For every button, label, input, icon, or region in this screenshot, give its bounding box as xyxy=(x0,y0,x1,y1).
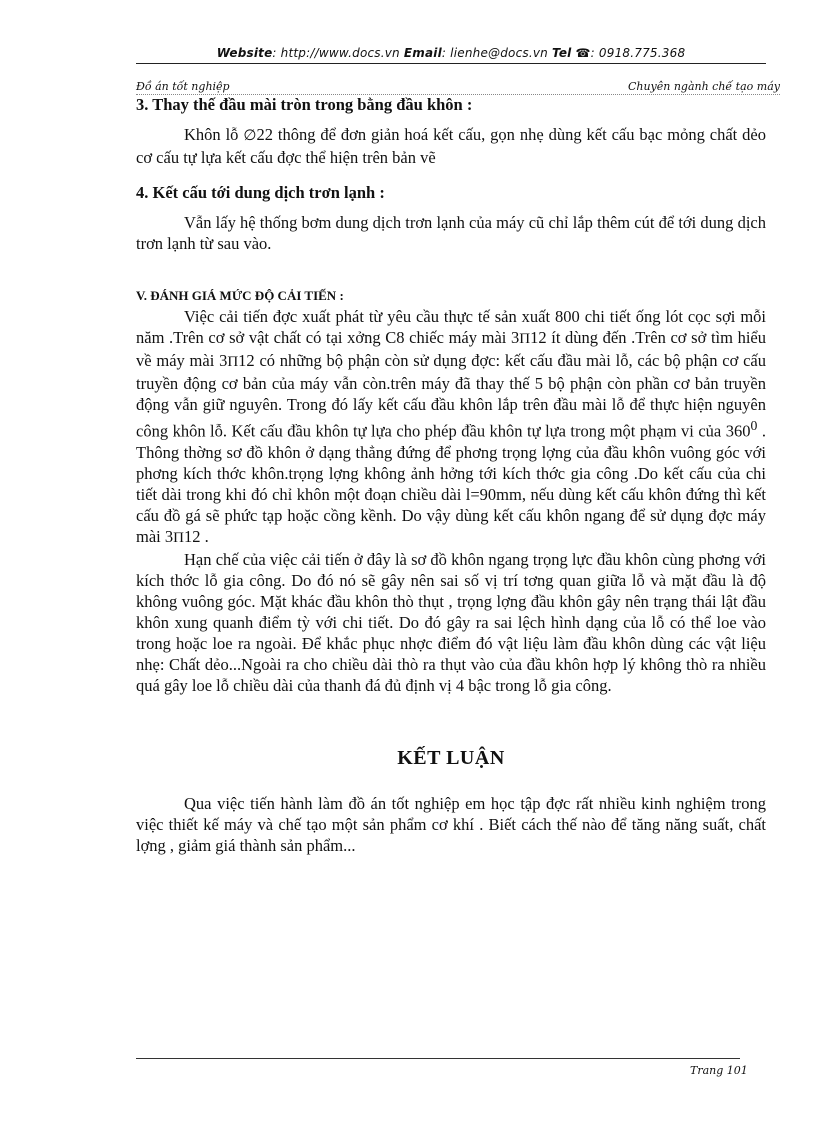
page-number: Trang 101 xyxy=(690,1064,748,1077)
section-5-paragraph-1: Việc cải tiến đợc xuất phát từ yêu cầu thực tế sản xuất 800 chi tiết ống lót cọc sợi mỗi năm .Trên cơ sở vật chất có tại xởng C8 chiếc máy mài 3Π12 ít dùng đến .Trên cơ sở tìm hiểu về máy mài 3Π12 có những bộ phận còn sử dụng đợc: kết cấu đầu mài lỗ, các bộ phận cơ cấu truyền động cơ bản của máy vẫn còn.trên máy đã thay thế 5 bộ phận còn phần cơ bản truyền động vẫn giữ nguyên. Trong đó lấy kết cấu đầu khôn lắp trên đầu mài lỗ để thực hiện nguyên công khôn lỗ. Kết cấu đầu khôn tự lựa cho phép đầu khôn tự lựa trong một phạm vi của $360^0$ . Thông thờng sơ đồ khôn ở dạng thẳng đứng để phơng trọng lợng của đầu khôn vuông góc với phơng kích thớc khôn.trọng lợng không ảnh hởng tới kích thớc gia công .Do kết cấu của chi tiết dài trong khi đó chỉ khôn một đoạn chiều dài l=90mm, nếu dùng kết cấu khôn đứng thì kết cấu đồ gá sẽ phức tạp hoặc cồng kềnh. Do vậy dùng kết cấu khôn ngang để sử dụng đợc máy mài 3Π12 . xyxy=(136,307,766,546)
email-value[interactable]: : lienhe@docs.vn xyxy=(441,46,548,60)
pi-symbol: Π xyxy=(173,529,184,546)
section-4-paragraph: Vẫn lấy hệ thống bơm dung dịch trơn lạnh của máy cũ chỉ lắp thêm cút để tới dung dịch trơn lạnh từ sau vào. xyxy=(136,213,766,253)
section-5-title: V. ĐÁNH GIÁ MỨC ĐỘ CẢI TIẾN : xyxy=(136,288,344,303)
thesis-title: Đồ án tốt nghiệp xyxy=(136,80,230,93)
pi-symbol: Π xyxy=(519,331,531,347)
section-4-title: 4. Kết cấu tới dung dịch trơn lạnh : xyxy=(136,183,385,202)
conclusion-title: KẾT LUẬN xyxy=(397,746,505,769)
phone-icon: ☎ xyxy=(575,46,591,60)
tel-label: Tel xyxy=(551,46,572,60)
site-header xyxy=(136,46,766,64)
footer-divider xyxy=(136,1058,740,1059)
section-5-paragraph-2: Hạn chế của việc cải tiến ở đây là sơ đồ khôn ngang trọng lực đầu khôn cùng phơng với kích thớc lỗ gia công. Do đó nó sẽ gây nên sai số vị trí tơng quan giữa lỗ và mặt đầu là độ không vuông góc. Mặt khác đầu khôn thò thụt , trọng lợng đầu khôn gây nên trạng thái lật đầu khôn xung quanh điểm tỳ với chi tiết. Do đó gây ra sai lệch hình dạng của lỗ có thể loe vào trong hoặc loe ra ngoài. Để khắc phục nhợc điểm đó vật liệu làm đầu khôn dùng các vật liệu nhẹ: Chất dẻo...Ngoài ra cho chiều dài thò ra thụt vào của đầu khôn hợp lý không thò ra nhiều quá gây loe lỗ chiều dài của thanh đá đủ định vị 4 bậc trong lỗ gia công. xyxy=(136,549,766,695)
page-body xyxy=(136,94,766,856)
document-subheader xyxy=(136,80,780,95)
section-3-title: 3. Thay thế đầu mài tròn trong bằng đầu khôn : xyxy=(136,95,473,114)
tel-value: : 0918.775.368 xyxy=(590,46,686,60)
website-label: Website xyxy=(216,46,273,60)
section-3-paragraph: Khôn lỗ ∅22 thông để đơn giản hoá kết cấu, gọn nhẹ dùng kết cấu bạc mỏng chất dẻo cơ cấu tự lựa kết cấu đợc thể hiện trên bản vẽ xyxy=(136,125,766,167)
major-title: Chuyên ngành chế tạo máy xyxy=(627,80,780,93)
degree-superscript: 0 xyxy=(750,418,758,433)
email-label: Email xyxy=(403,46,442,60)
diameter-symbol: ∅ xyxy=(243,128,257,144)
conclusion-paragraph: Qua việc tiến hành làm đồ án tốt nghiệp em học tập đợc rất nhiều kinh nghiệm trong việc thiết kế máy và chế tạo một sản phẩm cơ khí . Biết cách thế nào để tăng năng suất, chất lợng , giảm giá thành sản phẩm... xyxy=(136,793,766,855)
website-value[interactable]: : http://www.docs.vn xyxy=(272,46,400,60)
pi-symbol: Π xyxy=(227,354,239,370)
